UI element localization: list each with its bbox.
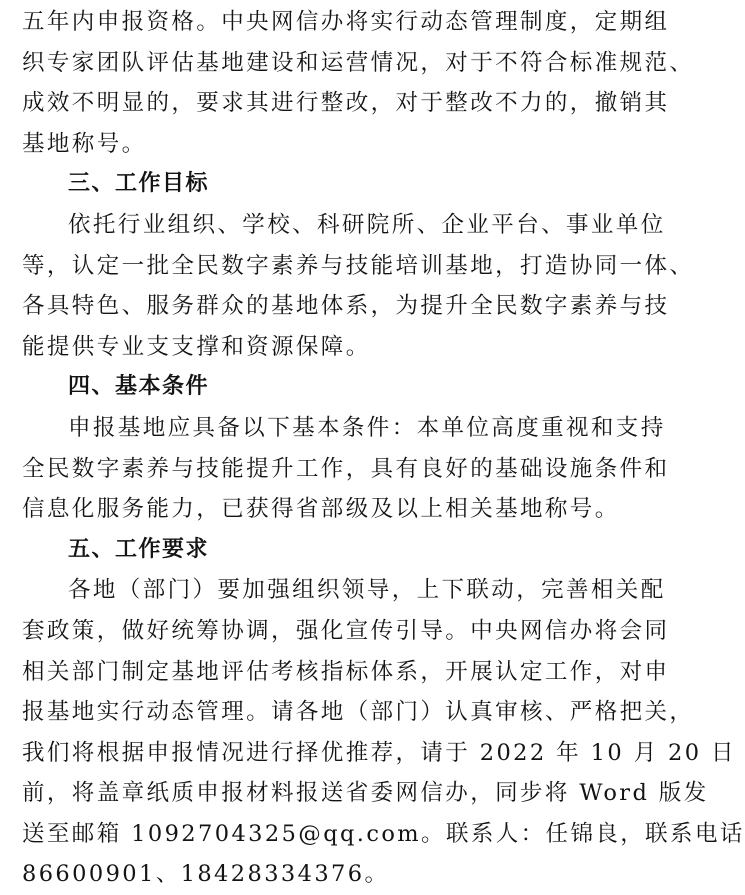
section-heading: 五、工作要求 [68, 536, 210, 562]
paragraph-line: 五年内申报资格。中央网信办将实行动态管理制度，定期组 [22, 9, 670, 35]
paragraph-line: 依托行业组织、学校、科研院所、企业平台、事业单位 [68, 211, 666, 238]
section-heading: 三、工作目标 [68, 171, 210, 197]
paragraph-line: 成效不明显的，要求其进行整改，对于整改不力的，撤销其 [22, 90, 670, 117]
paragraph-line: 能提供专业支支撑和资源保障。 [22, 333, 371, 360]
paragraph-line: 各具特色、服务群众的基地体系，为提升全民数字素养与技 [22, 293, 670, 320]
paragraph-line: 相关部门制定基地评估考核指标体系，开展认定工作，对申 [22, 658, 670, 685]
paragraph-line: 报基地实行动态管理。请各地（部门）认真审核、严格把关， [22, 699, 695, 726]
paragraph-line: 信息化服务能力，已获得省部级及以上相关基地称号。 [22, 496, 620, 523]
section-work-requirements [22, 530, 745, 895]
paragraph-line: 86600901、18428334376。 [22, 861, 390, 888]
paragraph-line: 各地（部门）要加强组织领导，上下联动，完善相关配 [68, 577, 666, 604]
intro-paragraph [22, 2, 695, 164]
paragraph-line: 等，认定一批全民数字素养与技能培训基地，打造协同一体、 [22, 252, 695, 279]
paragraph-line: 全民数字素养与技能提升工作，具有良好的基础设施条件和 [22, 455, 670, 482]
paragraph-line: 申报基地应具备以下基本条件：本单位高度重视和支持 [68, 414, 666, 441]
section-basic-conditions [22, 367, 670, 529]
section-work-goals [22, 164, 695, 367]
paragraph-line: 织专家团队评估基地建设和运营情况，对于不符合标准规范、 [22, 49, 695, 76]
section-heading: 四、基本条件 [68, 374, 210, 400]
paragraph-line: 前，将盖章纸质申报材料报送省委网信办，同步将 Word 版发 [22, 780, 709, 807]
paragraph-line: 我们将根据申报情况进行择优推荐，请于 2022 年 10 月 20 日 [22, 739, 736, 766]
paragraph-line: 送至邮箱 1092704325@qq.com。联系人：任锦良，联系电话 [22, 820, 745, 847]
paragraph-line: 基地称号。 [22, 130, 147, 157]
paragraph-line: 套政策，做好统筹协调，强化宣传引导。中央网信办将会同 [22, 617, 670, 644]
